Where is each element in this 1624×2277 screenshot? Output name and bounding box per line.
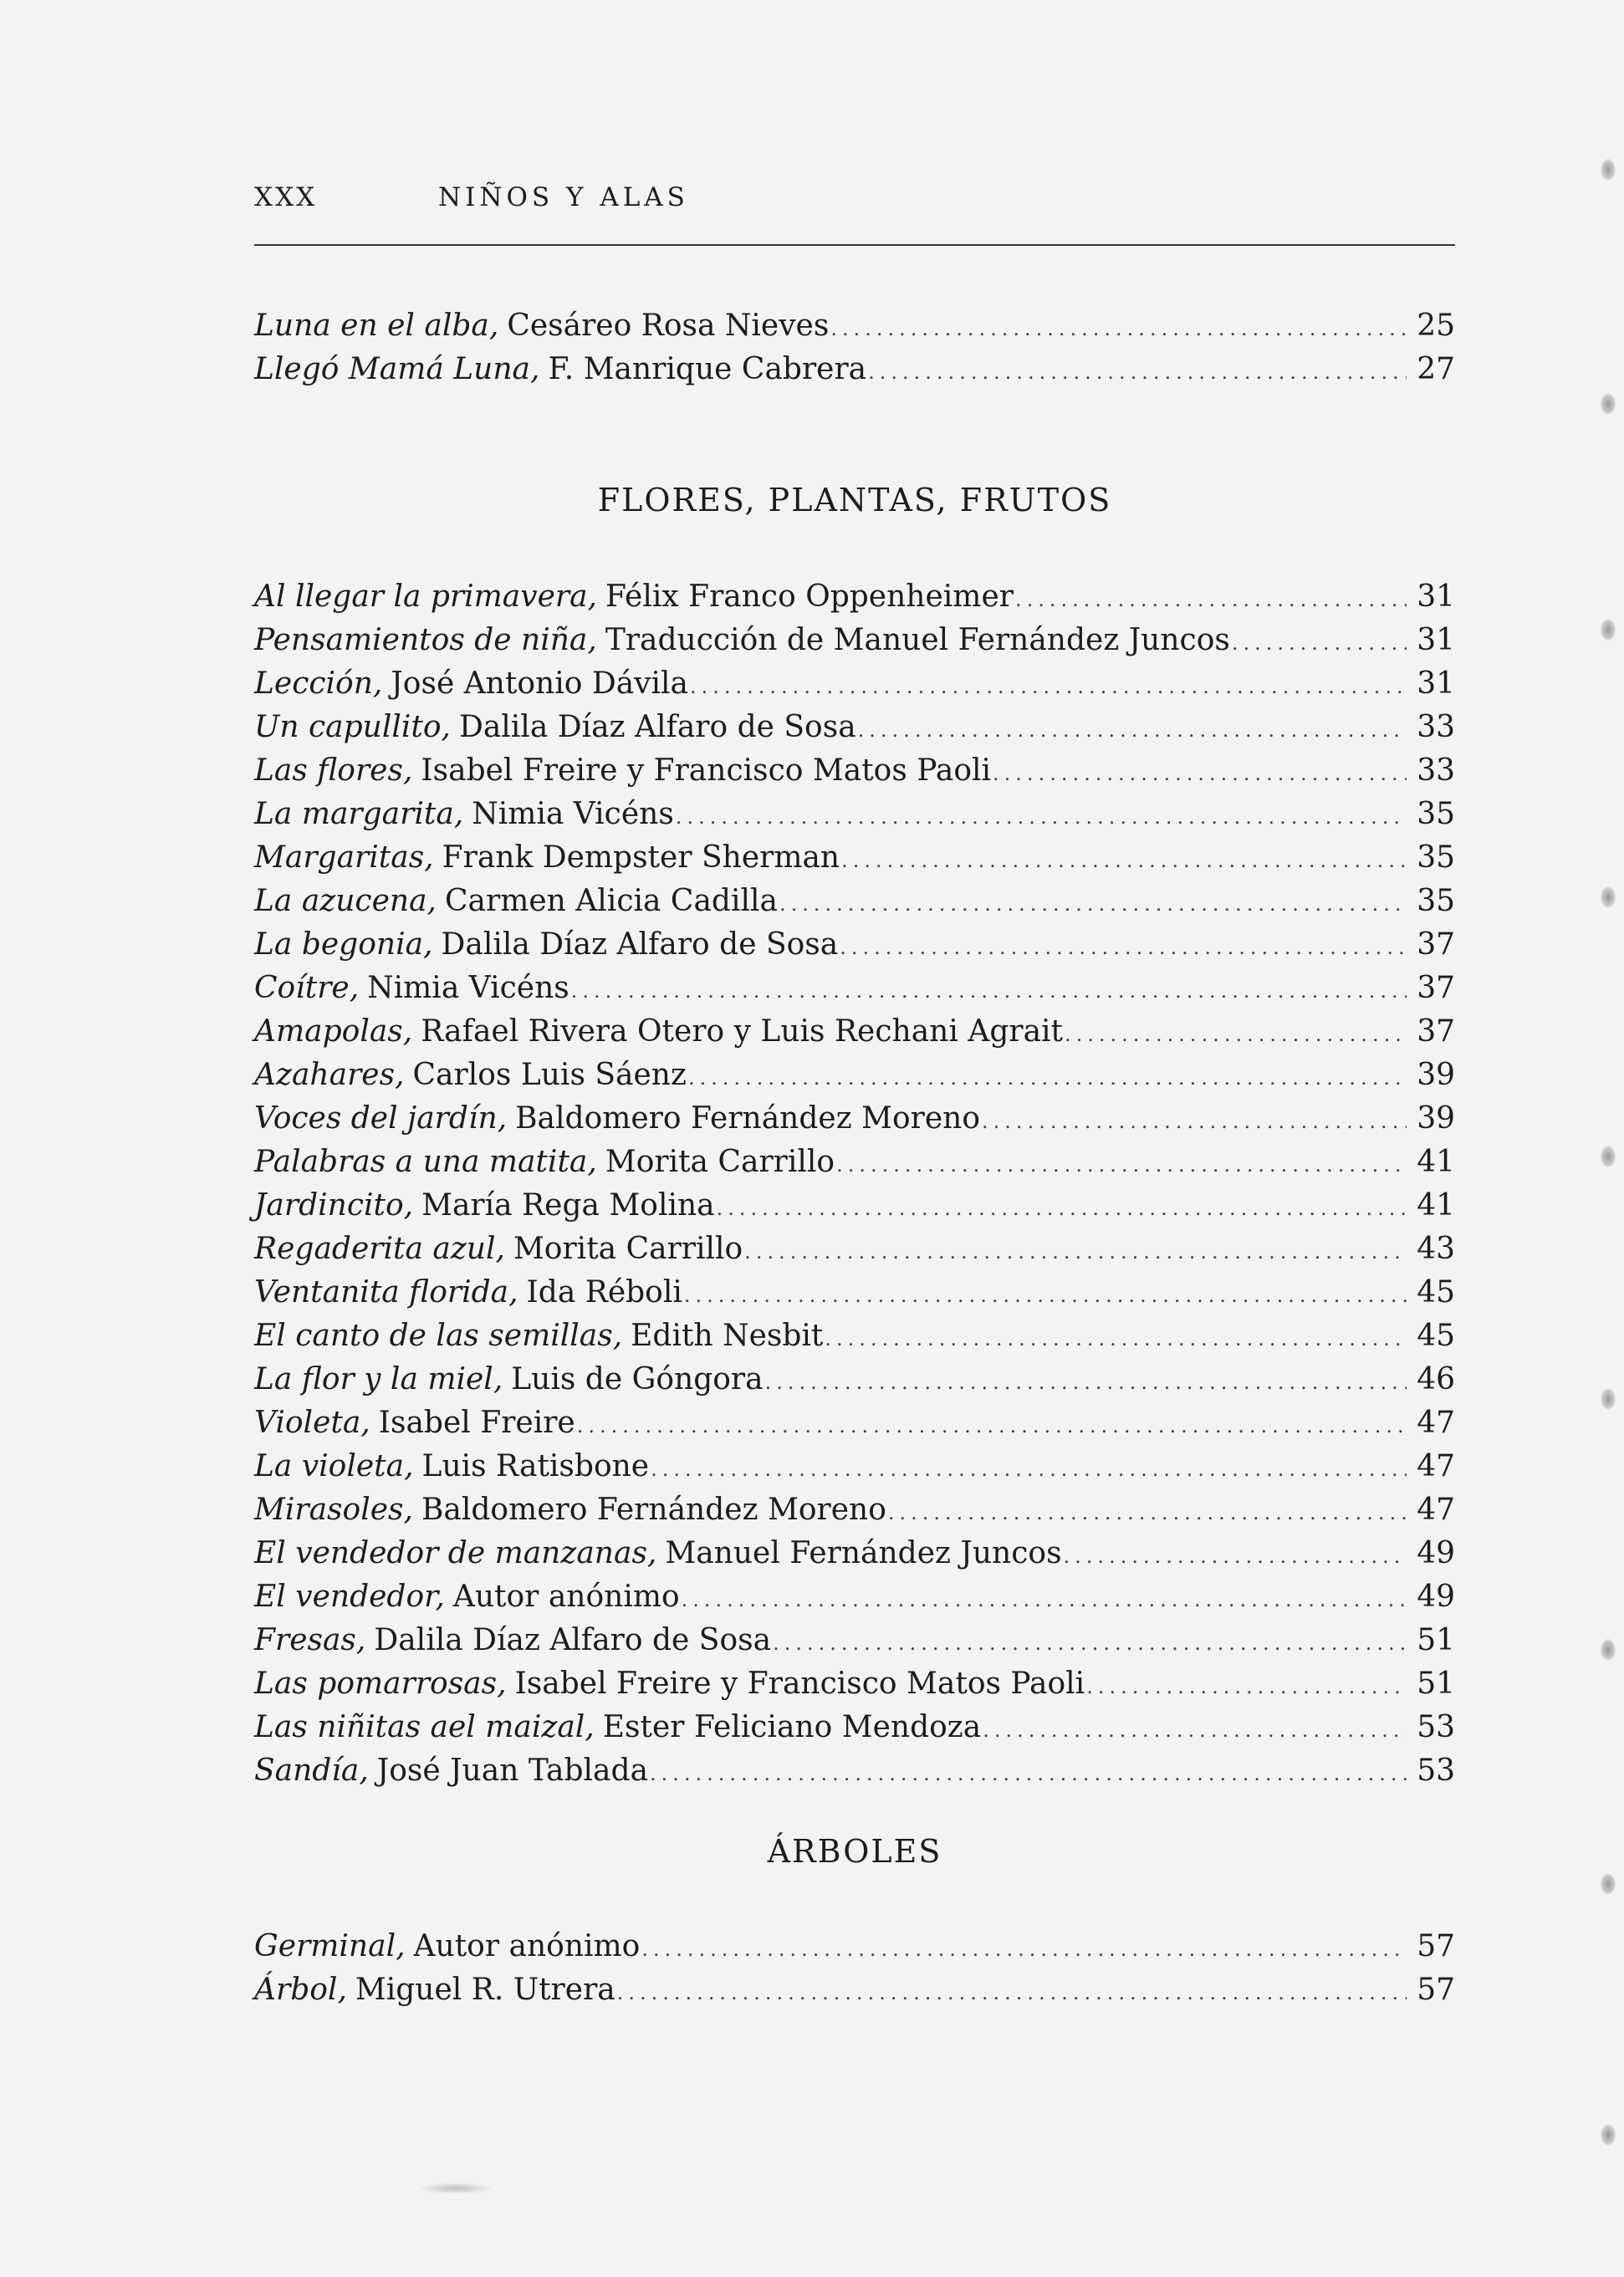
toc-entry xyxy=(254,1401,1455,1445)
dot-leader xyxy=(650,1752,1407,1795)
scan-smudge xyxy=(418,2183,493,2194)
entry-author: Ida Réboli xyxy=(526,1275,682,1310)
entry-page: 45 xyxy=(1417,1275,1455,1310)
scan-mark xyxy=(1601,159,1616,181)
entry-author: Autor anónimo xyxy=(413,1929,641,1963)
entry-title: Llegó Mamá Luna, xyxy=(254,352,540,386)
entry-page: 57 xyxy=(1417,1973,1455,2007)
entry-title: La violeta, xyxy=(254,1449,414,1483)
entry-title: Luna en el alba, xyxy=(254,309,499,343)
toc-entry xyxy=(254,1184,1455,1228)
entry-author: Luis de Góngora xyxy=(511,1362,763,1396)
entry-page: 41 xyxy=(1417,1188,1455,1223)
entry-title: La azucena, xyxy=(254,884,437,918)
entry-title: Las pomarrosas, xyxy=(254,1667,507,1701)
scan-mark xyxy=(1601,1639,1616,1661)
entry-author: Dalila Díaz Alfaro de Sosa xyxy=(441,927,839,962)
toc-entry xyxy=(254,1662,1455,1706)
entry-page: 31 xyxy=(1417,666,1455,701)
dot-leader xyxy=(840,926,1407,969)
toc-entry xyxy=(254,967,1455,1010)
dot-leader xyxy=(577,1404,1407,1447)
entry-page: 25 xyxy=(1417,309,1455,343)
entry-title: El vendedor, xyxy=(254,1580,445,1614)
toc-entry xyxy=(254,619,1455,662)
entry-page: 57 xyxy=(1417,1929,1455,1963)
toc-entry xyxy=(254,706,1455,749)
dot-leader xyxy=(779,882,1407,926)
toc-entry xyxy=(254,1315,1455,1358)
toc-entry xyxy=(254,304,1455,348)
toc-entry xyxy=(254,1358,1455,1401)
entry-author: Morita Carrillo xyxy=(513,1232,743,1266)
dot-leader xyxy=(651,1447,1407,1491)
toc-entry xyxy=(254,923,1455,967)
entry-title: Jardincito, xyxy=(254,1188,414,1223)
dot-leader xyxy=(1232,621,1407,665)
entry-author: Frank Dempster Sherman xyxy=(442,840,840,875)
scan-mark xyxy=(1601,619,1616,641)
scan-mark xyxy=(1601,886,1616,908)
entry-page: 51 xyxy=(1417,1667,1455,1701)
toc-entry xyxy=(254,1141,1455,1184)
entry-page: 31 xyxy=(1417,579,1455,614)
entry-author: Autor anónimo xyxy=(452,1580,680,1614)
entry-author: Manuel Fernández Juncos xyxy=(665,1536,1062,1570)
entry-page: 39 xyxy=(1417,1058,1455,1092)
dot-leader xyxy=(836,1143,1407,1187)
entry-author: Isabel Freire y Francisco Matos Paoli xyxy=(514,1667,1085,1701)
entry-author: José Juan Tablada xyxy=(376,1754,649,1788)
entry-title: Pensamientos de niña, xyxy=(254,623,597,657)
dot-leader xyxy=(1065,1013,1407,1056)
entry-title: Margaritas, xyxy=(254,840,434,875)
toc-entry xyxy=(254,749,1455,793)
header-rule xyxy=(254,244,1455,246)
entry-page: 33 xyxy=(1417,753,1455,788)
toc-entry xyxy=(254,1228,1455,1271)
entry-author: Dalila Díaz Alfaro de Sosa xyxy=(374,1623,772,1657)
toc-entry xyxy=(254,1925,1455,1968)
dot-leader xyxy=(717,1187,1407,1230)
entry-page: 49 xyxy=(1417,1536,1455,1570)
dot-leader xyxy=(888,1491,1407,1534)
section-heading-flores: FLORES, PLANTAS, FRUTOS xyxy=(597,482,1112,518)
running-head xyxy=(254,182,1455,224)
toc-list-flores xyxy=(254,575,1455,1793)
entry-author: María Rega Molina xyxy=(421,1188,715,1223)
entry-page: 45 xyxy=(1417,1319,1455,1353)
entry-author: Félix Franco Oppenheimer xyxy=(605,579,1014,614)
dot-leader xyxy=(676,795,1407,839)
entry-title: Voces del jardín, xyxy=(254,1101,508,1136)
toc-entry xyxy=(254,1054,1455,1097)
entry-page: 43 xyxy=(1417,1232,1455,1266)
entry-page: 35 xyxy=(1417,884,1455,918)
dot-leader xyxy=(1064,1534,1407,1578)
entry-title: Palabras a una matita, xyxy=(254,1145,597,1179)
entry-page: 49 xyxy=(1417,1580,1455,1614)
entry-page: 46 xyxy=(1417,1362,1455,1396)
entry-page: 33 xyxy=(1417,710,1455,744)
entry-page: 37 xyxy=(1417,971,1455,1005)
toc-list-arboles xyxy=(254,1925,1455,2012)
entry-page: 47 xyxy=(1417,1449,1455,1483)
entry-title: Mirasoles, xyxy=(254,1493,413,1527)
dot-leader xyxy=(765,1361,1407,1404)
entry-page: 47 xyxy=(1417,1493,1455,1527)
entry-page: 27 xyxy=(1417,352,1455,386)
dot-leader xyxy=(1015,578,1407,621)
toc-entry xyxy=(254,1968,1455,2012)
toc-entry xyxy=(254,1575,1455,1619)
dot-leader xyxy=(744,1230,1407,1274)
entry-page: 53 xyxy=(1417,1754,1455,1788)
entry-title: Germinal, xyxy=(254,1929,406,1963)
scan-mark xyxy=(1601,393,1616,415)
toc-entry xyxy=(254,793,1455,836)
entry-title: Azahares, xyxy=(254,1058,405,1092)
dot-leader xyxy=(773,1621,1407,1665)
entry-author: Cesáreo Rosa Nieves xyxy=(507,309,830,343)
entry-title: Las flores, xyxy=(254,753,413,788)
entry-title: La begonia, xyxy=(254,927,433,962)
entry-author: Luis Ratisbone xyxy=(421,1449,650,1483)
entry-title: Violeta, xyxy=(254,1406,370,1440)
entry-author: Baldomero Fernández Moreno xyxy=(421,1493,886,1527)
entry-author: Isabel Freire y Francisco Matos Paoli xyxy=(421,753,992,788)
entry-title: El canto de las semillas, xyxy=(254,1319,623,1353)
entry-author: F. Manrique Cabrera xyxy=(548,352,867,386)
toc-entry xyxy=(254,1532,1455,1575)
entry-author: Carmen Alicia Cadilla xyxy=(445,884,778,918)
entry-author: Rafael Rivera Otero y Luis Rechani Agrait xyxy=(421,1014,1064,1049)
toc-entry xyxy=(254,836,1455,880)
dot-leader xyxy=(830,307,1407,350)
entry-title: Al llegar la primavera, xyxy=(254,579,597,614)
toc-entry xyxy=(254,1619,1455,1662)
entry-title: Las niñitas ael maizal, xyxy=(254,1710,595,1744)
entry-title: Lección, xyxy=(254,666,383,701)
dot-leader xyxy=(688,1056,1407,1100)
dot-leader xyxy=(825,1317,1407,1361)
dot-leader xyxy=(993,752,1407,795)
entry-author: Isabel Freire xyxy=(378,1406,575,1440)
scan-mark xyxy=(1601,1873,1616,1895)
toc-entry xyxy=(254,880,1455,923)
entry-page: 31 xyxy=(1417,623,1455,657)
entry-title: Árbol, xyxy=(254,1973,347,2007)
dot-leader xyxy=(617,1971,1407,2014)
entry-page: 37 xyxy=(1417,1014,1455,1049)
dot-leader xyxy=(982,1100,1407,1143)
entry-page: 37 xyxy=(1417,927,1455,962)
dot-leader xyxy=(1086,1665,1407,1708)
entry-author: Dalila Díaz Alfaro de Sosa xyxy=(458,710,856,744)
toc-top-list xyxy=(254,304,1455,391)
entry-author: Ester Feliciano Mendoza xyxy=(602,1710,982,1744)
dot-leader xyxy=(868,350,1407,394)
entry-title: Fresas, xyxy=(254,1623,366,1657)
toc-entry xyxy=(254,575,1455,619)
dot-leader xyxy=(858,708,1407,752)
dot-leader xyxy=(682,1578,1407,1621)
entry-page: 51 xyxy=(1417,1623,1455,1657)
toc-entry xyxy=(254,1749,1455,1793)
dot-leader xyxy=(684,1274,1407,1317)
section-heading-arboles: ÁRBOLES xyxy=(767,1833,942,1870)
scan-mark xyxy=(1601,1388,1616,1410)
toc-entry xyxy=(254,662,1455,706)
dot-leader xyxy=(571,969,1407,1013)
toc-entry xyxy=(254,1445,1455,1488)
entry-title: La flor y la miel, xyxy=(254,1362,503,1396)
entry-title: Regaderita azul, xyxy=(254,1232,505,1266)
toc-entry xyxy=(254,1271,1455,1315)
entry-page: 53 xyxy=(1417,1710,1455,1744)
toc-entry xyxy=(254,1488,1455,1532)
entry-title: Un capullito, xyxy=(254,710,451,744)
entry-author: Nimia Vicéns xyxy=(367,971,569,1005)
entry-title: Ventanita florida, xyxy=(254,1275,518,1310)
dot-leader xyxy=(841,839,1407,882)
toc-entry xyxy=(254,1010,1455,1054)
entry-title: Coítre, xyxy=(254,971,360,1005)
dot-leader xyxy=(641,1927,1407,1971)
entry-title: Sandía, xyxy=(254,1754,369,1788)
entry-page: 35 xyxy=(1417,797,1455,831)
entry-title: La margarita, xyxy=(254,797,464,831)
entry-title: Amapolas, xyxy=(254,1014,413,1049)
entry-title: El vendedor de manzanas, xyxy=(254,1536,657,1570)
dot-leader xyxy=(690,665,1407,708)
entry-page: 47 xyxy=(1417,1406,1455,1440)
entry-author: José Antonio Dávila xyxy=(391,666,688,701)
entry-page: 35 xyxy=(1417,840,1455,875)
entry-author: Edith Nesbit xyxy=(631,1319,824,1353)
page-folio: XXX xyxy=(254,182,318,212)
entry-page: 39 xyxy=(1417,1101,1455,1136)
dot-leader xyxy=(983,1708,1407,1752)
entry-author: Nimia Vicéns xyxy=(472,797,674,831)
entry-author: Traducción de Manuel Fernández Juncos xyxy=(605,623,1230,657)
toc-entry xyxy=(254,1097,1455,1141)
entry-page: 41 xyxy=(1417,1145,1455,1179)
entry-author: Baldomero Fernández Moreno xyxy=(515,1101,981,1136)
scan-mark xyxy=(1601,1146,1616,1167)
book-title: NIÑOS Y ALAS xyxy=(438,182,689,212)
scan-mark xyxy=(1601,2124,1616,2146)
toc-entry xyxy=(254,1706,1455,1749)
entry-author: Carlos Luis Sáenz xyxy=(412,1058,687,1092)
entry-author: Morita Carrillo xyxy=(605,1145,835,1179)
toc-entry xyxy=(254,348,1455,391)
entry-author: Miguel R. Utrera xyxy=(355,1973,615,2007)
